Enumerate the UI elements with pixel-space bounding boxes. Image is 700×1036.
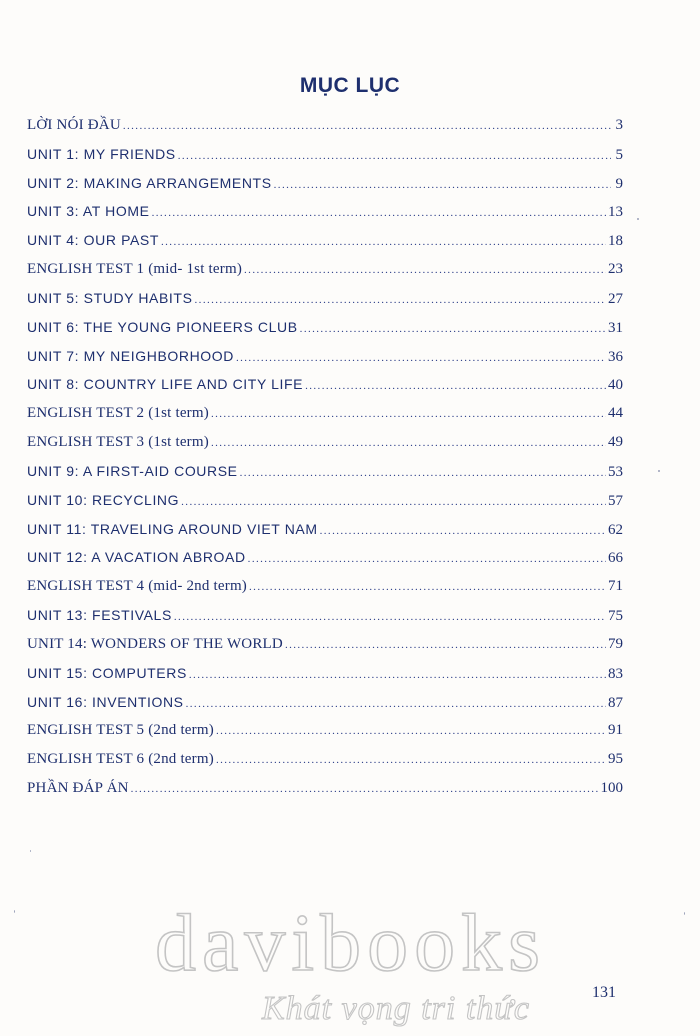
toc-entry xyxy=(27,549,623,578)
toc-entry xyxy=(27,232,623,261)
toc-entry xyxy=(27,405,623,434)
toc-entry-page: 83 xyxy=(608,665,623,682)
toc-entry xyxy=(27,694,623,723)
toc-entry-page: 49 xyxy=(608,434,623,451)
dot-leader xyxy=(178,150,611,162)
toc-entry xyxy=(27,521,623,550)
toc-entry-title: ENGLISH TEST 6 (2nd term) xyxy=(27,751,214,768)
toc-entry-page: 62 xyxy=(608,521,623,538)
scan-speck xyxy=(30,850,31,852)
toc-entry-page: 23 xyxy=(608,261,623,278)
page-number: 131 xyxy=(592,984,616,1001)
watermark-slogan: Khát vọng tri thức xyxy=(262,990,530,1027)
dot-leader xyxy=(320,525,606,537)
dot-leader xyxy=(236,352,606,364)
toc-entry-title: UNIT 14: WONDERS OF THE WORLD xyxy=(27,635,283,652)
toc-entry xyxy=(27,117,623,146)
toc-entry xyxy=(27,348,623,377)
toc-entry-page: 75 xyxy=(608,608,623,625)
watermark-logo: davibooks xyxy=(155,897,547,988)
toc-entry-title: UNIT 6: THE YOUNG PIONEERS CLUB xyxy=(27,318,298,335)
toc-entry-page: 36 xyxy=(608,348,623,365)
toc-entry-title: UNIT 7: MY NEIGHBORHOOD xyxy=(27,347,234,364)
toc-entry-page: 57 xyxy=(608,492,623,509)
toc-entry xyxy=(27,780,623,809)
dot-leader xyxy=(285,639,606,651)
scan-speck xyxy=(637,218,639,220)
dot-leader xyxy=(131,783,599,795)
toc-entry-page: 71 xyxy=(608,578,623,595)
toc-entry-title: UNIT 9: A FIRST-AID COURSE xyxy=(27,462,238,479)
toc-entry xyxy=(27,665,623,694)
toc-entry xyxy=(27,607,623,636)
toc-entry-title: ENGLISH TEST 2 (1st term) xyxy=(27,405,209,422)
toc-entry xyxy=(27,722,623,751)
dot-leader xyxy=(300,323,606,335)
toc-entry xyxy=(27,751,623,780)
dot-leader xyxy=(274,179,611,191)
toc-entry xyxy=(27,319,623,348)
toc-entry-title: LỜI NÓI ĐẦU xyxy=(27,117,121,133)
toc-entry-title: UNIT 15: COMPUTERS xyxy=(27,664,187,681)
toc-entry xyxy=(27,261,623,290)
toc-entry xyxy=(27,492,623,521)
dot-leader xyxy=(240,467,606,479)
toc-entry-title: UNIT 5: STUDY HABITS xyxy=(27,289,193,306)
table-of-contents xyxy=(27,117,623,809)
toc-entry-title: UNIT 4: OUR PAST xyxy=(27,232,159,249)
dot-leader xyxy=(249,581,606,593)
dot-leader xyxy=(305,380,606,392)
toc-entry xyxy=(27,434,623,463)
scan-speck xyxy=(684,912,685,915)
toc-entry-page: 27 xyxy=(608,290,623,307)
toc-entry-page: 53 xyxy=(608,463,623,480)
toc-entry-title: UNIT 3: AT HOME xyxy=(27,203,150,220)
toc-entry-page: 91 xyxy=(608,722,623,739)
toc-entry-title: UNIT 12: A VACATION ABROAD xyxy=(27,549,246,566)
toc-entry-title: UNIT 2: MAKING ARRANGEMENTS xyxy=(27,174,272,191)
dot-leader xyxy=(195,294,606,306)
dot-leader xyxy=(248,553,606,565)
page-title: MỤC LỤC xyxy=(299,74,401,97)
dot-leader xyxy=(244,264,606,276)
scan-speck xyxy=(14,910,15,913)
toc-entry xyxy=(27,290,623,319)
toc-entry-title: UNIT 8: COUNTRY LIFE AND CITY LIFE xyxy=(27,376,304,393)
toc-entry xyxy=(27,376,623,405)
toc-entry-page: 13 xyxy=(608,204,623,221)
toc-entry-page: 44 xyxy=(608,405,623,422)
dot-leader xyxy=(123,120,611,132)
toc-entry-title: ENGLISH TEST 1 (mid- 1st term) xyxy=(27,261,243,278)
toc-entry-page: 79 xyxy=(608,635,623,652)
toc-entry-page: 3 xyxy=(615,117,623,133)
toc-entry-title: ENGLISH TEST 3 (1st term) xyxy=(27,434,209,451)
toc-entry-page: 18 xyxy=(608,233,623,250)
toc-entry-title: UNIT 13: FESTIVALS xyxy=(27,607,172,624)
toc-entry-title: UNIT 1: MY FRIENDS xyxy=(27,145,176,162)
toc-entry-page: 5 xyxy=(615,146,623,163)
toc-entry xyxy=(27,146,623,175)
toc-entry xyxy=(27,463,623,492)
dot-leader xyxy=(216,754,606,766)
toc-entry xyxy=(27,636,623,665)
toc-entry-page: 95 xyxy=(608,751,623,768)
dot-leader xyxy=(152,207,606,219)
dot-leader xyxy=(186,698,606,710)
toc-entry-title: UNIT 16: INVENTIONS xyxy=(27,693,184,710)
toc-entry xyxy=(27,578,623,607)
dot-leader xyxy=(161,236,606,248)
dot-leader xyxy=(211,437,606,449)
dot-leader xyxy=(189,669,606,681)
dot-leader xyxy=(181,496,606,508)
dot-leader xyxy=(211,408,606,420)
toc-entry-page: 9 xyxy=(615,175,623,192)
toc-entry-page: 40 xyxy=(608,377,623,394)
toc-entry-title: UNIT 11: TRAVELING AROUND VIET NAM xyxy=(27,520,318,537)
toc-entry xyxy=(27,175,623,204)
toc-entry-page: 87 xyxy=(608,694,623,711)
toc-entry-title: ENGLISH TEST 4 (mid- 2nd term) xyxy=(27,578,248,595)
scan-speck xyxy=(658,470,660,472)
dot-leader xyxy=(174,611,606,623)
dot-leader xyxy=(216,725,606,737)
toc-entry-page: 100 xyxy=(600,780,623,797)
toc-entry-title: ENGLISH TEST 5 (2nd term) xyxy=(27,722,214,739)
toc-entry-page: 31 xyxy=(608,319,623,336)
toc-entry-page: 66 xyxy=(608,550,623,567)
toc-entry-title: UNIT 10: RECYCLING xyxy=(27,491,180,508)
toc-entry xyxy=(27,203,623,232)
toc-entry-title: PHẦN ĐÁP ÁN xyxy=(27,780,129,797)
